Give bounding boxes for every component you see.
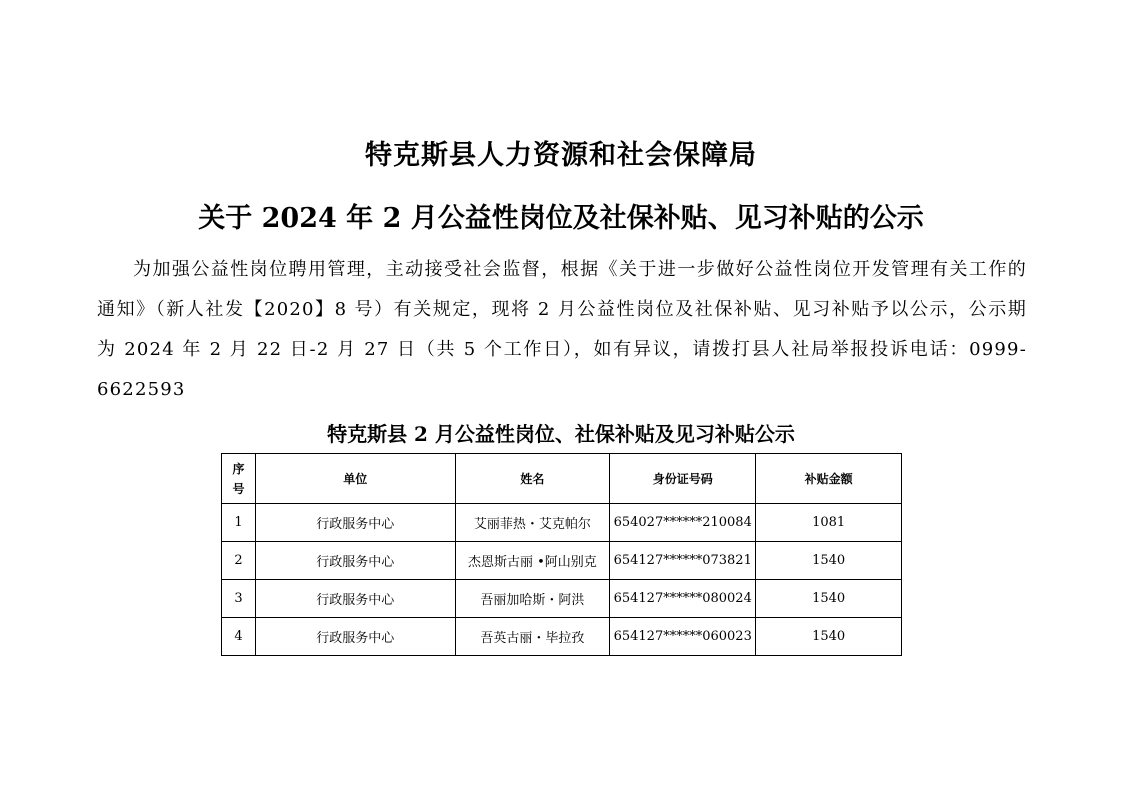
cell-seq: 2 [222, 542, 256, 580]
cell-amount: 1540 [756, 618, 902, 656]
cell-amount: 1540 [756, 580, 902, 618]
subsidy-table [221, 453, 902, 656]
cell-amount: 1540 [756, 542, 902, 580]
header-id: 身份证号码 [610, 454, 756, 504]
header-amount: 补贴金额 [756, 454, 902, 504]
cell-id: 654127******073821 [610, 542, 756, 580]
header-seq [222, 454, 256, 504]
header-seq-line2: 号 [232, 481, 245, 496]
cell-name: 艾丽菲热・艾克帕尔 [455, 504, 610, 542]
notice-body [97, 250, 1027, 410]
notice-paragraph: 为加强公益性岗位聘用管理，主动接受社会监督，根据《关于进一步做好公益性岗位开发管理有关工作的通知》（新人社发【2020】8 号）有关规定，现将 2 月公益性岗位及社保补贴、见习补贴予以公示，公示期为 2024 年 2 月 22 日-2 月 27 日（共 5 个工作日），如有异议，请拨打县人社局举报投诉电话：0999-6622593 [97, 259, 1027, 400]
table-header-row [222, 454, 902, 504]
header-name: 姓名 [455, 454, 610, 504]
cell-amount: 1081 [756, 504, 902, 542]
cell-unit: 行政服务中心 [255, 618, 455, 656]
cell-seq: 1 [222, 504, 256, 542]
cell-unit: 行政服务中心 [255, 580, 455, 618]
table-row [222, 580, 902, 618]
table-title: 特克斯县 2 月公益性岗位、社保补贴及见习补贴公示 [327, 422, 795, 446]
cell-name: 杰恩斯古丽 •阿山别克 [455, 542, 610, 580]
document-title: 特克斯县人力资源和社会保障局 [365, 140, 757, 171]
cell-seq: 4 [222, 618, 256, 656]
cell-name: 吾英古丽・毕拉孜 [455, 618, 610, 656]
cell-id: 654127******080024 [610, 580, 756, 618]
cell-unit: 行政服务中心 [255, 504, 455, 542]
cell-id: 654027******210084 [610, 504, 756, 542]
cell-seq: 3 [222, 580, 256, 618]
table-row [222, 542, 902, 580]
header-seq-line1: 序 [232, 461, 245, 476]
table-row [222, 504, 902, 542]
cell-name: 吾丽加哈斯・阿洪 [455, 580, 610, 618]
table-row [222, 618, 902, 656]
document-subtitle: 关于 2024 年 2 月公益性岗位及社保补贴、见习补贴的公示 [198, 203, 924, 234]
cell-unit: 行政服务中心 [255, 542, 455, 580]
cell-id: 654127******060023 [610, 618, 756, 656]
header-unit: 单位 [255, 454, 455, 504]
